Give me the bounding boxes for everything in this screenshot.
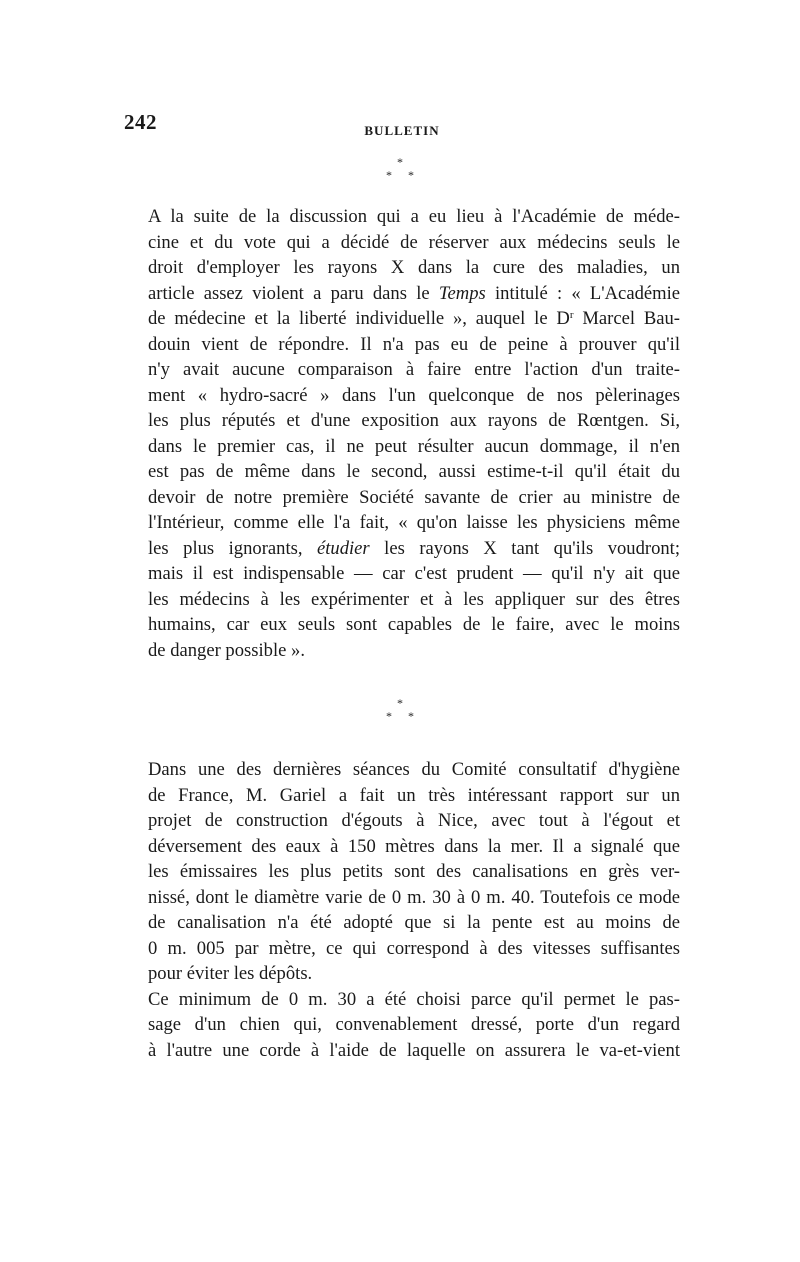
book-page (124, 110, 680, 1063)
paragraph-minimum (124, 987, 680, 1064)
text-line: douin vient de répondre. Il n'a pas eu de peine à prouver qu'il (148, 333, 680, 355)
text-line: les émissaires les plus petits sont des canalisations en grès ver- (148, 861, 680, 882)
text-line-etudier: les plus ignorants, étudier les rayons X tant qu'ils voudront; (148, 537, 680, 559)
asterisk-icon: * (386, 168, 392, 182)
text-line: humains, car eux seuls sont capables de le faire, avec le moins (148, 614, 680, 635)
asterism-ornament (382, 697, 422, 727)
italic-temps: Temps (438, 282, 486, 304)
text-line: les médecins à les expérimenter et à les appliquer sur des êtres (148, 588, 680, 610)
asterisk-icon: * (397, 696, 403, 710)
text-line: mais il est indispensable — car c'est prudent — qu'il n'y ait que (148, 563, 680, 584)
text-line: nissé, dont le diamètre varie de 0 m. 30 à 0 m. 40. Toutefois ce mode (148, 886, 680, 908)
asterisk-icon: * (386, 709, 392, 723)
page-header (124, 110, 680, 142)
text-line: projet de construction d'égouts à Nice, avec tout à l'égout et (148, 810, 680, 831)
text-line: est pas de même dans le second, aussi estime-t-il qu'il était du (148, 461, 680, 482)
text-line: 0 m. 005 par mètre, ce qui correspond à des vitesses suffisantes (148, 937, 680, 959)
text-line: de danger possible ». (148, 639, 305, 661)
text-line: cine et du vote qui a décidé de réserver aux médecins seuls le (148, 231, 680, 253)
text-line: de France, M. Gariel a fait un très intéressant rapport sur un (148, 784, 680, 806)
superscript-r: r (569, 309, 574, 321)
page-number: 242 (124, 110, 157, 134)
text-line: déversement des eaux à 150 mètres dans la mer. Il a signalé que (148, 835, 680, 857)
text-line: Dans une des dernières séances du Comité consultatif d'hygiène (148, 759, 680, 780)
text-line-dr: de médecine et la liberté individuelle », auquel le $D^r$ Marcel Bau- (148, 308, 681, 329)
text-line: de canalisation n'a été adopté que si la pente est au moins de (148, 912, 680, 933)
asterism-ornament (382, 156, 422, 204)
text-line: sage d'un chien qui, convenablement dressé, porte d'un regard (148, 1014, 680, 1035)
running-head: BULLETIN (364, 123, 440, 138)
text-line: A la suite de la discussion qui a eu lieu à l'Académie de méde- (148, 206, 680, 227)
text-line: droit d'employer les rayons X dans la cure des maladies, un (148, 257, 680, 278)
text-line: à l'autre une corde à l'aide de laquelle on assurera le va-et-vient (148, 1039, 680, 1061)
text-line: ment « hydro-sacré » dans l'un quelconque de nos pèlerinages (148, 384, 680, 406)
asterisk-icon: * (408, 709, 414, 723)
text-line: n'y avait aucune comparaison à faire entre l'action d'un traite- (148, 359, 680, 380)
asterisk-icon: * (397, 155, 403, 169)
text-line: devoir de notre première Société savante de crier au ministre de (148, 486, 680, 508)
italic-etudier: étudier (317, 537, 370, 559)
asterisk-icon: * (408, 168, 414, 182)
paragraph-egouts (124, 757, 680, 987)
text-line: dans le premier cas, il ne peut résulter aucun dommage, il n'en (148, 435, 680, 457)
paragraph-academie (124, 204, 680, 663)
text-line: pour éviter les dépôts. (148, 963, 313, 984)
text-line: les plus réputés et d'une exposition aux rayons de Rœntgen. Si, (148, 410, 680, 431)
text-line: l'Intérieur, comme elle l'a fait, « qu'on laisse les physiciens même (148, 512, 680, 533)
text-line: Ce minimum de 0 m. 30 a été choisi parce qu'il permet le pas- (148, 988, 680, 1010)
text-line-temps: article assez violent a paru dans le Temps intitulé : « L'Académie (148, 282, 680, 304)
